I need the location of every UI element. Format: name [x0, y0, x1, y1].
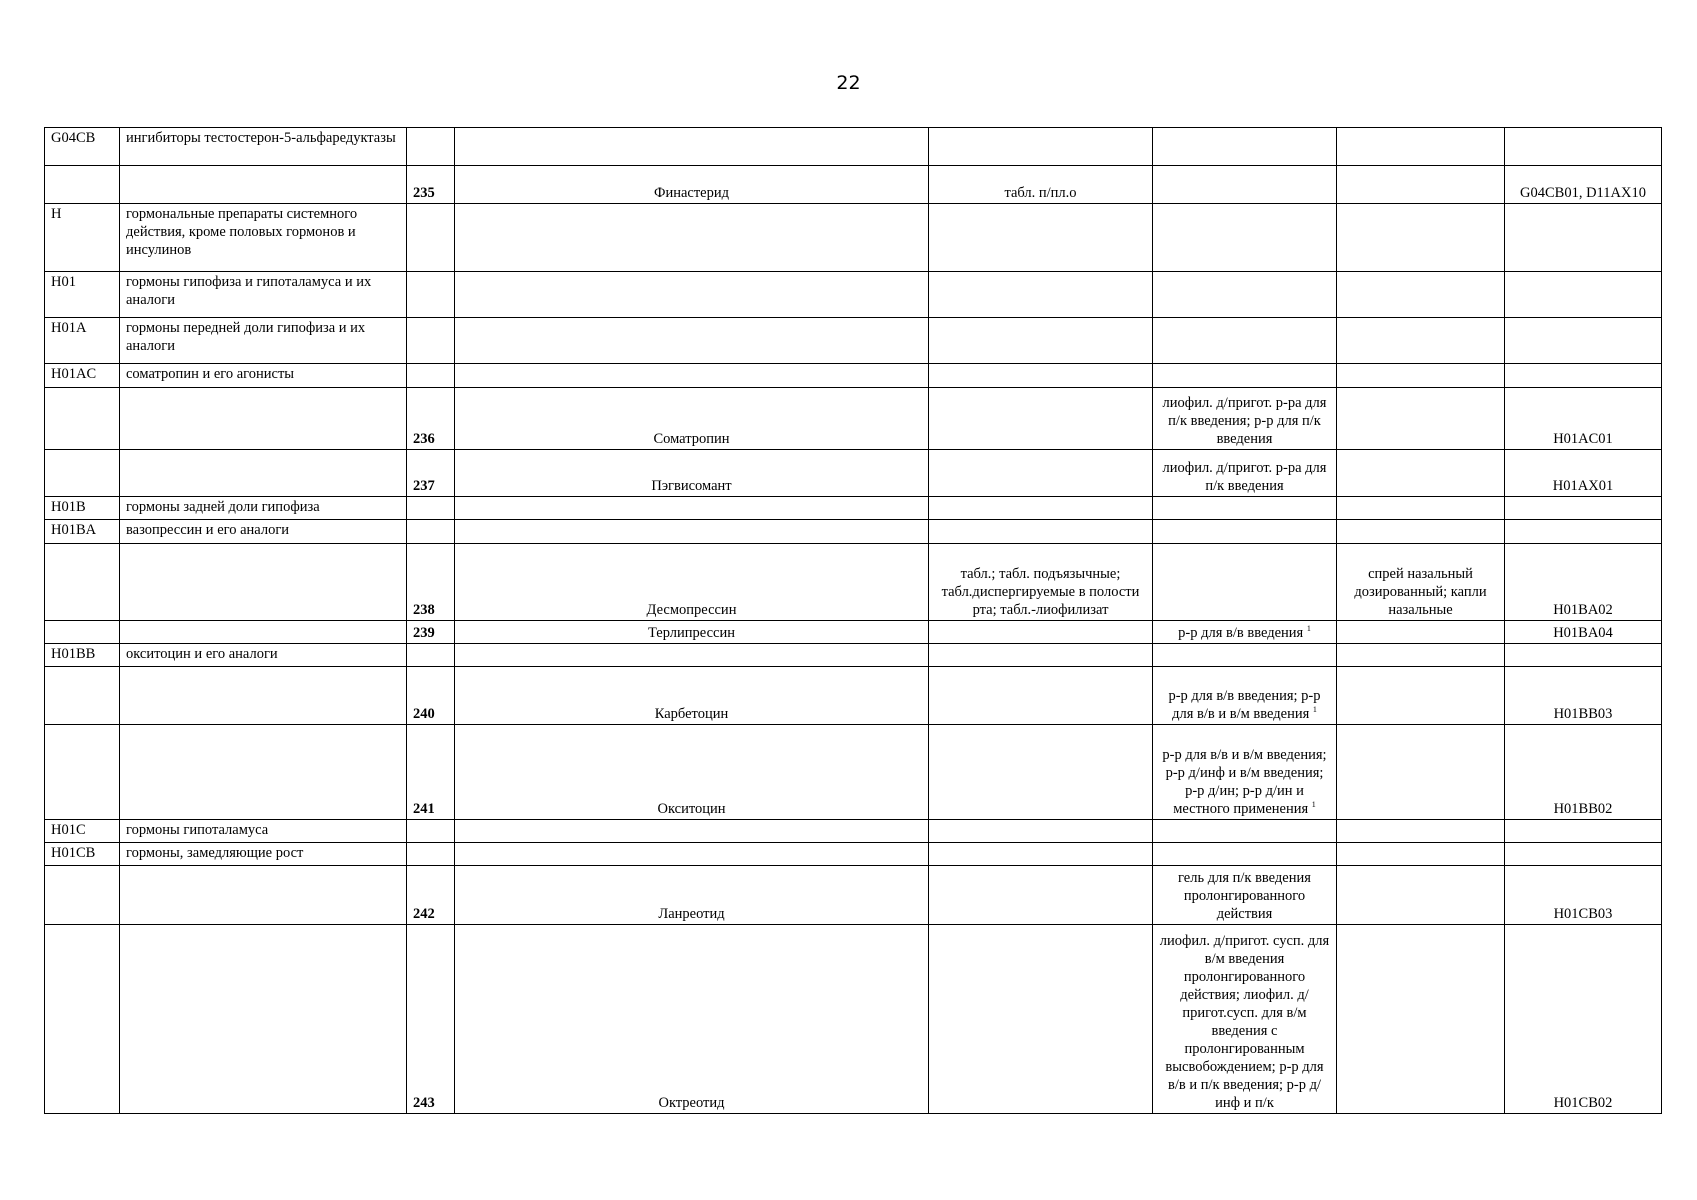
drug-name-cell	[455, 204, 929, 272]
atc-group-name: ингибиторы тестостерон-5-альфаредуктазы	[126, 130, 396, 146]
dosage-form-injection-cell	[1153, 725, 1337, 820]
atc-code-cell	[1505, 725, 1662, 820]
drug-name-cell	[455, 497, 929, 520]
dosage-form-oral-cell	[929, 388, 1153, 450]
atc-group-code: H01C	[51, 822, 86, 838]
atc-group-name: гормоны передней доли гипофиза и их аналоги	[126, 320, 366, 354]
dosage-form-oral: табл.; табл. подъязычные; табл.диспергируемые в полости рта; табл.-лиофилизат	[941, 566, 1140, 618]
atc-group-name-cell	[120, 725, 407, 820]
atc-code: G04CB01, D11AX10	[1520, 185, 1646, 201]
atc-group-name-cell	[120, 318, 407, 364]
dosage-form-other-cell	[1337, 497, 1505, 520]
atc-group-code-cell	[45, 866, 120, 925]
atc-code: H01AC01	[1553, 431, 1613, 447]
dosage-form-oral-cell	[929, 667, 1153, 725]
table-row	[45, 204, 1662, 272]
dosage-form-other-cell	[1337, 820, 1505, 843]
atc-group-name: вазопрессин и его аналоги	[126, 522, 290, 538]
atc-group-code: H01BB	[51, 646, 96, 662]
dosage-form-oral-cell	[929, 843, 1153, 866]
drug-name-cell	[455, 644, 929, 667]
drug-name: Окситоцин	[657, 801, 726, 817]
atc-group-name-cell	[120, 866, 407, 925]
table-row	[45, 843, 1662, 866]
row-number: 237	[413, 478, 435, 494]
atc-group-name-cell	[120, 843, 407, 866]
drug-name-cell	[455, 820, 929, 843]
dosage-form-oral-cell	[929, 725, 1153, 820]
atc-code-cell	[1505, 272, 1662, 318]
footnote-marker: 1	[1312, 705, 1317, 714]
atc-group-code-cell	[45, 667, 120, 725]
table-row	[45, 644, 1662, 667]
dosage-form-oral-cell	[929, 621, 1153, 644]
atc-code: H01BB02	[1553, 801, 1613, 817]
atc-code-cell	[1505, 843, 1662, 866]
atc-code-cell	[1505, 318, 1662, 364]
dosage-form-injection-cell	[1153, 388, 1337, 450]
dosage-form-injection-cell	[1153, 364, 1337, 388]
row-number: 235	[413, 185, 435, 201]
dosage-form-oral-cell	[929, 544, 1153, 621]
dosage-form-other-cell	[1337, 520, 1505, 544]
table-row	[45, 544, 1662, 621]
row-number: 241	[413, 801, 435, 817]
dosage-form-oral-cell	[929, 318, 1153, 364]
atc-group-code-cell	[45, 364, 120, 388]
dosage-form-injection: лиофил. д/пригот. р-ра для п/к введения	[1162, 460, 1327, 494]
dosage-form-oral-cell	[929, 272, 1153, 318]
dosage-form-other-cell	[1337, 272, 1505, 318]
dosage-form-injection-cell	[1153, 272, 1337, 318]
table-row	[45, 520, 1662, 544]
atc-group-code: H01CB	[51, 845, 96, 861]
atc-group-name-cell	[120, 364, 407, 388]
dosage-form-other-cell	[1337, 621, 1505, 644]
atc-group-code: H01AC	[51, 366, 97, 382]
dosage-form-injection-cell	[1153, 843, 1337, 866]
atc-group-name: гормоны задней доли гипофиза	[126, 499, 320, 515]
drug-name-cell	[455, 166, 929, 204]
table-row	[45, 318, 1662, 364]
dosage-form-oral-cell	[929, 128, 1153, 166]
atc-code: H01CB03	[1553, 906, 1613, 922]
row-number: 238	[413, 602, 435, 618]
dosage-form-other-cell	[1337, 843, 1505, 866]
row-number: 242	[413, 906, 435, 922]
drug-name: Пэгвисомант	[651, 478, 732, 494]
atc-group-code-cell	[45, 843, 120, 866]
atc-group-name-cell	[120, 925, 407, 1114]
atc-code: H01BA02	[1553, 602, 1613, 618]
dosage-form-oral: табл. п/пл.о	[1004, 185, 1077, 201]
dosage-form-oral-cell	[929, 820, 1153, 843]
atc-group-code-cell	[45, 318, 120, 364]
drug-list-table	[44, 127, 1662, 1114]
table-row	[45, 820, 1662, 843]
atc-group-name-cell	[120, 621, 407, 644]
row-number-cell	[407, 644, 455, 667]
atc-group-code-cell	[45, 388, 120, 450]
table-row	[45, 166, 1662, 204]
atc-group-name-cell	[120, 497, 407, 520]
atc-group-code-cell	[45, 272, 120, 318]
dosage-form-injection-cell	[1153, 866, 1337, 925]
drug-name-cell	[455, 544, 929, 621]
atc-code-cell	[1505, 667, 1662, 725]
row-number: 236	[413, 431, 435, 447]
atc-group-code-cell	[45, 644, 120, 667]
atc-group-code: H01BA	[51, 522, 97, 538]
footnote-marker: 1	[1311, 800, 1316, 809]
table-row	[45, 388, 1662, 450]
atc-group-code-cell	[45, 725, 120, 820]
dosage-form-oral-cell	[929, 520, 1153, 544]
atc-group-name: окситоцин и его аналоги	[126, 646, 278, 662]
drug-name-cell	[455, 364, 929, 388]
dosage-form-injection: лиофил. д/пригот. сусп. для в/м введения пролонгированного действия; лиофил. д/пригот.сусп. для в/м введения с пролонгированным высвобождением; р-р для в/в и п/к введения; р-р д/инф и п/к	[1159, 933, 1330, 1111]
atc-group-name-cell	[120, 820, 407, 843]
atc-group-name-cell	[120, 166, 407, 204]
table-row	[45, 621, 1662, 644]
drug-name-cell	[455, 318, 929, 364]
table-row	[45, 272, 1662, 318]
dosage-form-other-cell	[1337, 925, 1505, 1114]
row-number-cell	[407, 843, 455, 866]
dosage-form-injection-cell	[1153, 667, 1337, 725]
drug-name: Десмопрессин	[646, 602, 737, 618]
atc-code-cell	[1505, 621, 1662, 644]
dosage-form-oral-cell	[929, 204, 1153, 272]
drug-name-cell	[455, 667, 929, 725]
atc-group-name-cell	[120, 204, 407, 272]
drug-name-cell	[455, 388, 929, 450]
row-number-cell	[407, 364, 455, 388]
atc-group-code: H01A	[51, 320, 87, 336]
row-number-cell	[407, 318, 455, 364]
atc-code: H01BB03	[1553, 706, 1613, 722]
table-row	[45, 128, 1662, 166]
table-row	[45, 497, 1662, 520]
row-number-cell	[407, 204, 455, 272]
atc-group-name-cell	[120, 128, 407, 166]
atc-group-name: гормоны гипоталамуса	[126, 822, 269, 838]
row-number: 239	[413, 625, 435, 641]
atc-group-name-cell	[120, 450, 407, 497]
atc-group-name: гормоны, замедляющие рост	[126, 845, 304, 861]
drug-name: Октреотид	[658, 1095, 725, 1111]
atc-group-code-cell	[45, 925, 120, 1114]
table-row	[45, 925, 1662, 1114]
dosage-form-other-cell	[1337, 388, 1505, 450]
dosage-form-other-cell	[1337, 204, 1505, 272]
row-number: 240	[413, 706, 435, 722]
row-number-cell	[407, 128, 455, 166]
dosage-form-injection-cell	[1153, 621, 1337, 644]
table-row	[45, 450, 1662, 497]
atc-group-code-cell	[45, 820, 120, 843]
dosage-form-injection-cell	[1153, 497, 1337, 520]
drug-name: Финастерид	[653, 185, 729, 201]
row-number-cell	[407, 272, 455, 318]
dosage-form-other-cell	[1337, 644, 1505, 667]
drug-name: Карбетоцин	[654, 706, 729, 722]
dosage-form-oral-cell	[929, 866, 1153, 925]
table-row	[45, 725, 1662, 820]
dosage-form-other-cell	[1337, 667, 1505, 725]
atc-code-cell	[1505, 166, 1662, 204]
dosage-form-other-cell	[1337, 128, 1505, 166]
atc-group-code-cell	[45, 204, 120, 272]
dosage-form-injection: р-р для в/в и в/м введения; р-р д/инф и в/м введения; р-р д/ин; р-р д/ин и местного применения	[1162, 747, 1327, 817]
atc-code-cell	[1505, 204, 1662, 272]
dosage-form-injection-cell	[1153, 204, 1337, 272]
dosage-form-other-cell	[1337, 544, 1505, 621]
atc-group-code-cell	[45, 621, 120, 644]
row-number-cell	[407, 820, 455, 843]
dosage-form-injection-cell	[1153, 925, 1337, 1114]
row-number-cell	[407, 925, 455, 1114]
row-number-cell	[407, 621, 455, 644]
dosage-form-injection-cell	[1153, 644, 1337, 667]
atc-group-code: H	[51, 206, 62, 222]
drug-name: Соматропин	[653, 431, 730, 447]
row-number-cell	[407, 450, 455, 497]
drug-name-cell	[455, 725, 929, 820]
page-number: 22	[836, 72, 861, 94]
dosage-form-injection: лиофил. д/пригот. р-ра для п/к введения; р-р для п/к введения	[1162, 395, 1327, 447]
drug-name-cell	[455, 128, 929, 166]
table-body	[45, 128, 1662, 1114]
atc-code-cell	[1505, 544, 1662, 621]
atc-group-code: H01	[51, 274, 76, 290]
dosage-form-oral-cell	[929, 644, 1153, 667]
row-number-cell	[407, 667, 455, 725]
dosage-form-injection-cell	[1153, 128, 1337, 166]
row-number-cell	[407, 544, 455, 621]
row-number-cell	[407, 866, 455, 925]
dosage-form-oral-cell	[929, 925, 1153, 1114]
drug-name-cell	[455, 450, 929, 497]
dosage-form-other-cell	[1337, 318, 1505, 364]
dosage-form-injection-cell	[1153, 318, 1337, 364]
atc-code-cell	[1505, 820, 1662, 843]
atc-code: H01AX01	[1552, 478, 1614, 494]
atc-group-code-cell	[45, 497, 120, 520]
dosage-form-injection: гель для п/к введения пролонгированного действия	[1178, 870, 1311, 922]
dosage-form-oral-cell	[929, 166, 1153, 204]
atc-code: H01CB02	[1553, 1095, 1613, 1111]
dosage-form-other-cell	[1337, 450, 1505, 497]
footnote-marker: 1	[1306, 624, 1311, 633]
atc-group-name-cell	[120, 388, 407, 450]
drug-name-cell	[455, 866, 929, 925]
atc-code-cell	[1505, 497, 1662, 520]
dosage-form-injection-cell	[1153, 450, 1337, 497]
drug-name-cell	[455, 520, 929, 544]
atc-code-cell	[1505, 364, 1662, 388]
atc-group-name-cell	[120, 520, 407, 544]
drug-name-cell	[455, 621, 929, 644]
atc-code-cell	[1505, 388, 1662, 450]
dosage-form-injection: р-р для в/в введения; р-р для в/в и в/м введения	[1168, 688, 1321, 722]
atc-code-cell	[1505, 128, 1662, 166]
row-number: 243	[413, 1095, 435, 1111]
dosage-form-injection: р-р для в/в введения	[1178, 625, 1304, 641]
atc-group-name-cell	[120, 644, 407, 667]
atc-code-cell	[1505, 520, 1662, 544]
row-number-cell	[407, 497, 455, 520]
atc-group-name: соматропин и его агонисты	[126, 366, 295, 382]
dosage-form-other: спрей назальный дозированный; капли назальные	[1354, 566, 1487, 618]
table-row	[45, 364, 1662, 388]
atc-code: H01BA04	[1553, 625, 1613, 641]
atc-group-code-cell	[45, 128, 120, 166]
drug-name: Терлипрессин	[648, 625, 735, 641]
row-number-cell	[407, 166, 455, 204]
atc-code-cell	[1505, 925, 1662, 1114]
dosage-form-injection-cell	[1153, 544, 1337, 621]
atc-code-cell	[1505, 450, 1662, 497]
dosage-form-other-cell	[1337, 725, 1505, 820]
drug-name-cell	[455, 272, 929, 318]
dosage-form-injection-cell	[1153, 166, 1337, 204]
atc-group-name-cell	[120, 667, 407, 725]
row-number-cell	[407, 725, 455, 820]
table-row	[45, 866, 1662, 925]
atc-code-cell	[1505, 644, 1662, 667]
atc-group-name: гормональные препараты системного действия, кроме половых гормонов и инсулинов	[126, 206, 358, 258]
atc-group-code-cell	[45, 166, 120, 204]
atc-group-code: G04CB	[51, 130, 96, 146]
atc-code-cell	[1505, 866, 1662, 925]
dosage-form-other-cell	[1337, 166, 1505, 204]
drug-name: Ланреотид	[658, 906, 725, 922]
atc-group-code: H01B	[51, 499, 86, 515]
atc-group-code-cell	[45, 520, 120, 544]
row-number-cell	[407, 520, 455, 544]
row-number-cell	[407, 388, 455, 450]
atc-group-code-cell	[45, 450, 120, 497]
drug-name-cell	[455, 925, 929, 1114]
dosage-form-injection-cell	[1153, 820, 1337, 843]
dosage-form-other-cell	[1337, 866, 1505, 925]
table-row	[45, 667, 1662, 725]
dosage-form-oral-cell	[929, 450, 1153, 497]
dosage-form-oral-cell	[929, 364, 1153, 388]
atc-group-name-cell	[120, 544, 407, 621]
dosage-form-injection-cell	[1153, 520, 1337, 544]
atc-group-name-cell	[120, 272, 407, 318]
dosage-form-other-cell	[1337, 364, 1505, 388]
dosage-form-oral-cell	[929, 497, 1153, 520]
drug-name-cell	[455, 843, 929, 866]
atc-group-name: гормоны гипофиза и гипоталамуса и их аналоги	[126, 274, 372, 308]
atc-group-code-cell	[45, 544, 120, 621]
